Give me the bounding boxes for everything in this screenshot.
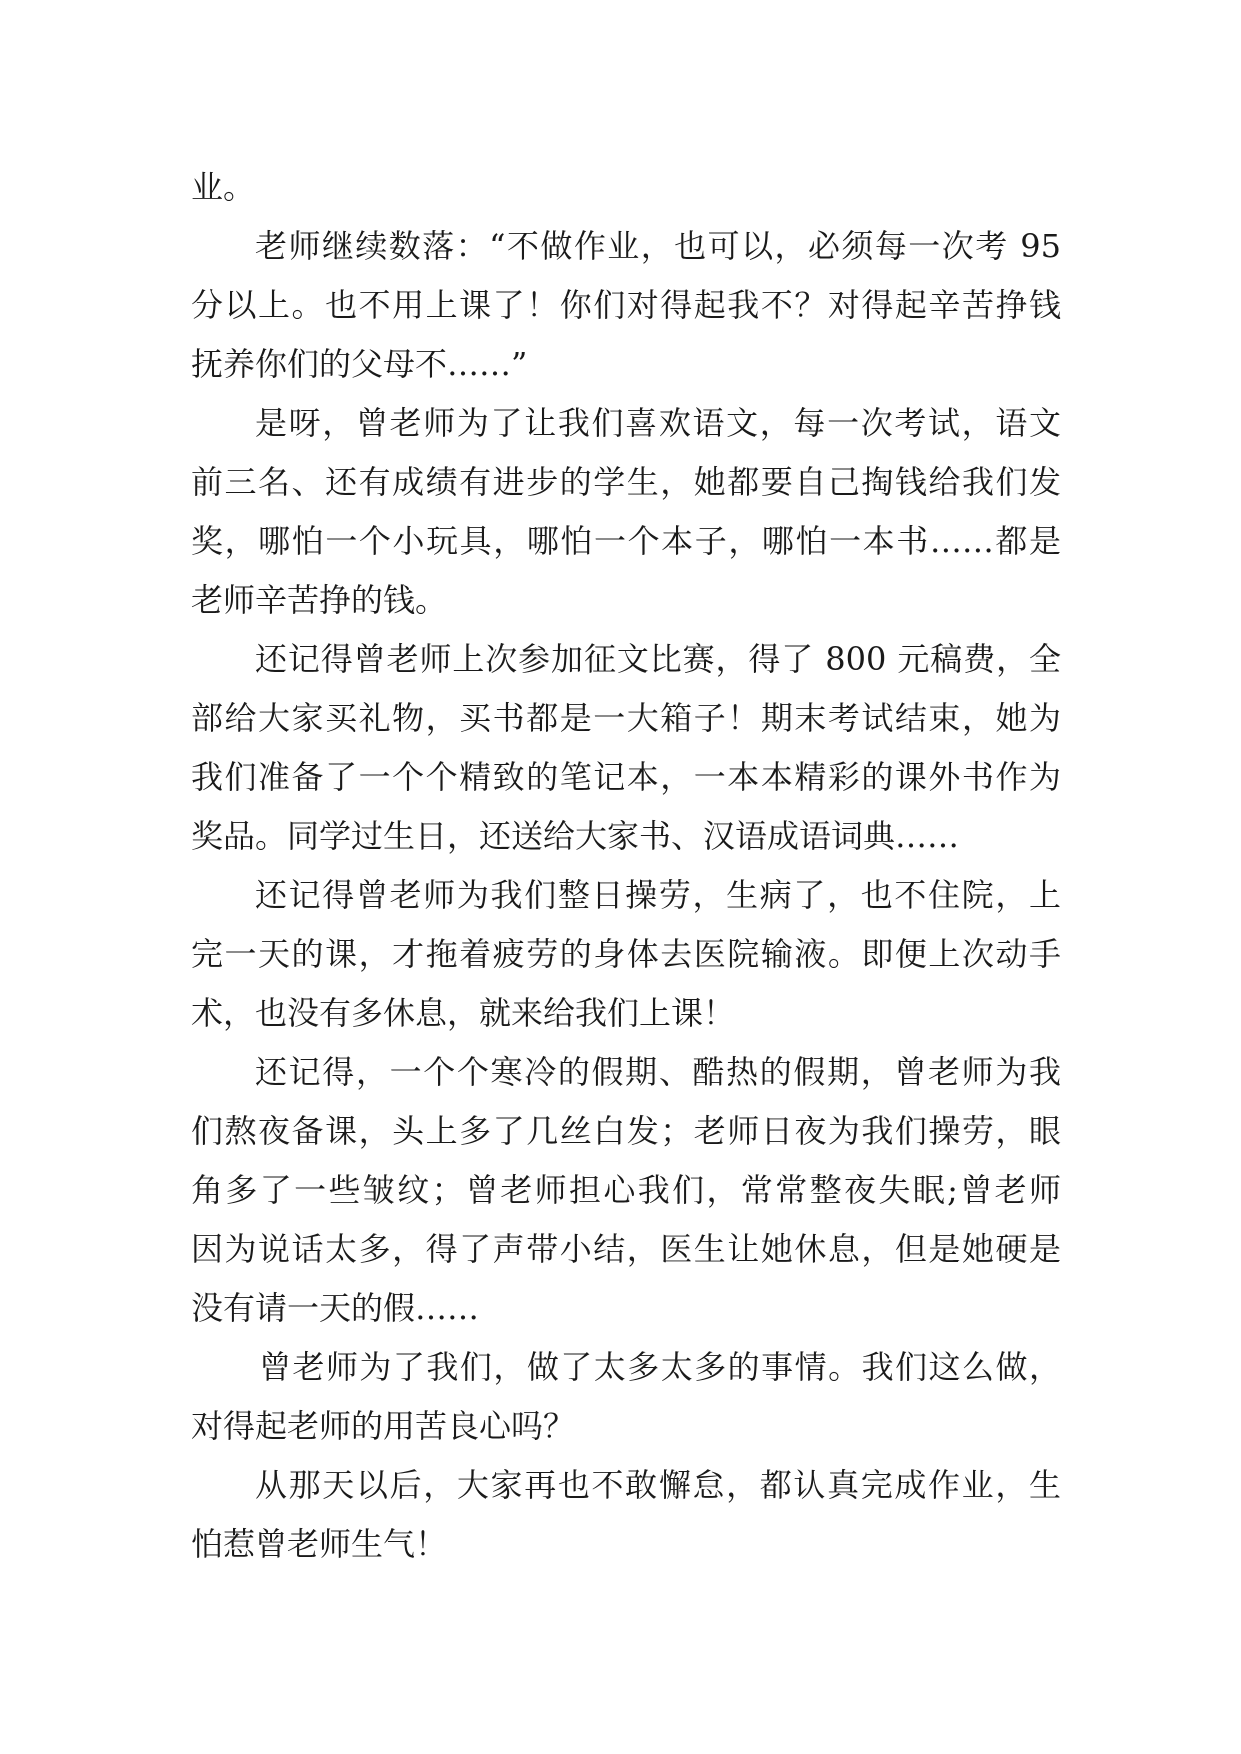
text-line: 我们准备了一个个精致的笔记本，一本本精彩的课外书作为 bbox=[191, 758, 1061, 796]
text-line: 抚养你们的父母不……” bbox=[191, 345, 528, 383]
text-line: 还记得，一个个寒冷的假期、酷热的假期，曾老师为我 bbox=[255, 1053, 1061, 1091]
text-line: 还记得曾老师为我们整日操劳，生病了，也不住院，上 bbox=[255, 876, 1061, 914]
text-line: 还记得曾老师上次参加征文比赛，得了 800 元稿费，全 bbox=[255, 640, 1061, 678]
text-line: 部给大家买礼物，买书都是一大箱子！期末考试结束，她为 bbox=[191, 699, 1061, 737]
text-line: 老师辛苦挣的钱。 bbox=[191, 581, 448, 619]
text-line: 术，也没有多休息，就来给我们上课！ bbox=[191, 994, 736, 1032]
text-line: 业。 bbox=[191, 168, 256, 206]
text-line: 怕惹曾老师生气！ bbox=[191, 1525, 448, 1563]
body-text bbox=[191, 158, 1061, 1574]
text-line: 没有请一天的假…… bbox=[191, 1289, 480, 1327]
text-line: 从那天以后，大家再也不敢懈怠，都认真完成作业，生 bbox=[255, 1466, 1061, 1504]
text-line: 因为说话太多，得了声带小结，医生让她休息，但是她硬是 bbox=[191, 1230, 1061, 1268]
text-line: 奖，哪怕一个小玩具，哪怕一个本子，哪怕一本书……都是 bbox=[191, 522, 1061, 560]
text-line: 分以上。也不用上课了！你们对得起我不？对得起辛苦挣钱 bbox=[191, 286, 1061, 324]
text-line: 角多了一些皱纹；曾老师担心我们，常常整夜失眠;曾老师 bbox=[191, 1171, 1061, 1209]
text-line: 曾老师为了我们，做了太多太多的事情。我们这么做， bbox=[259, 1348, 1061, 1386]
text-line: 完一天的课，才拖着疲劳的身体去医院输液。即便上次动手 bbox=[191, 935, 1061, 973]
text-line: 老师继续数落：“不做作业，也可以，必须每一次考 95 bbox=[255, 227, 1061, 265]
text-line: 对得起老师的用苦良心吗？ bbox=[191, 1407, 576, 1445]
text-line: 奖品。同学过生日，还送给大家书、汉语成语词典…… bbox=[191, 817, 960, 855]
text-line: 是呀，曾老师为了让我们喜欢语文，每一次考试，语文 bbox=[255, 404, 1061, 442]
text-line: 们熬夜备课，头上多了几丝白发；老师日夜为我们操劳，眼 bbox=[191, 1112, 1061, 1150]
text-line: 前三名、还有成绩有进步的学生，她都要自己掏钱给我们发 bbox=[191, 463, 1061, 501]
